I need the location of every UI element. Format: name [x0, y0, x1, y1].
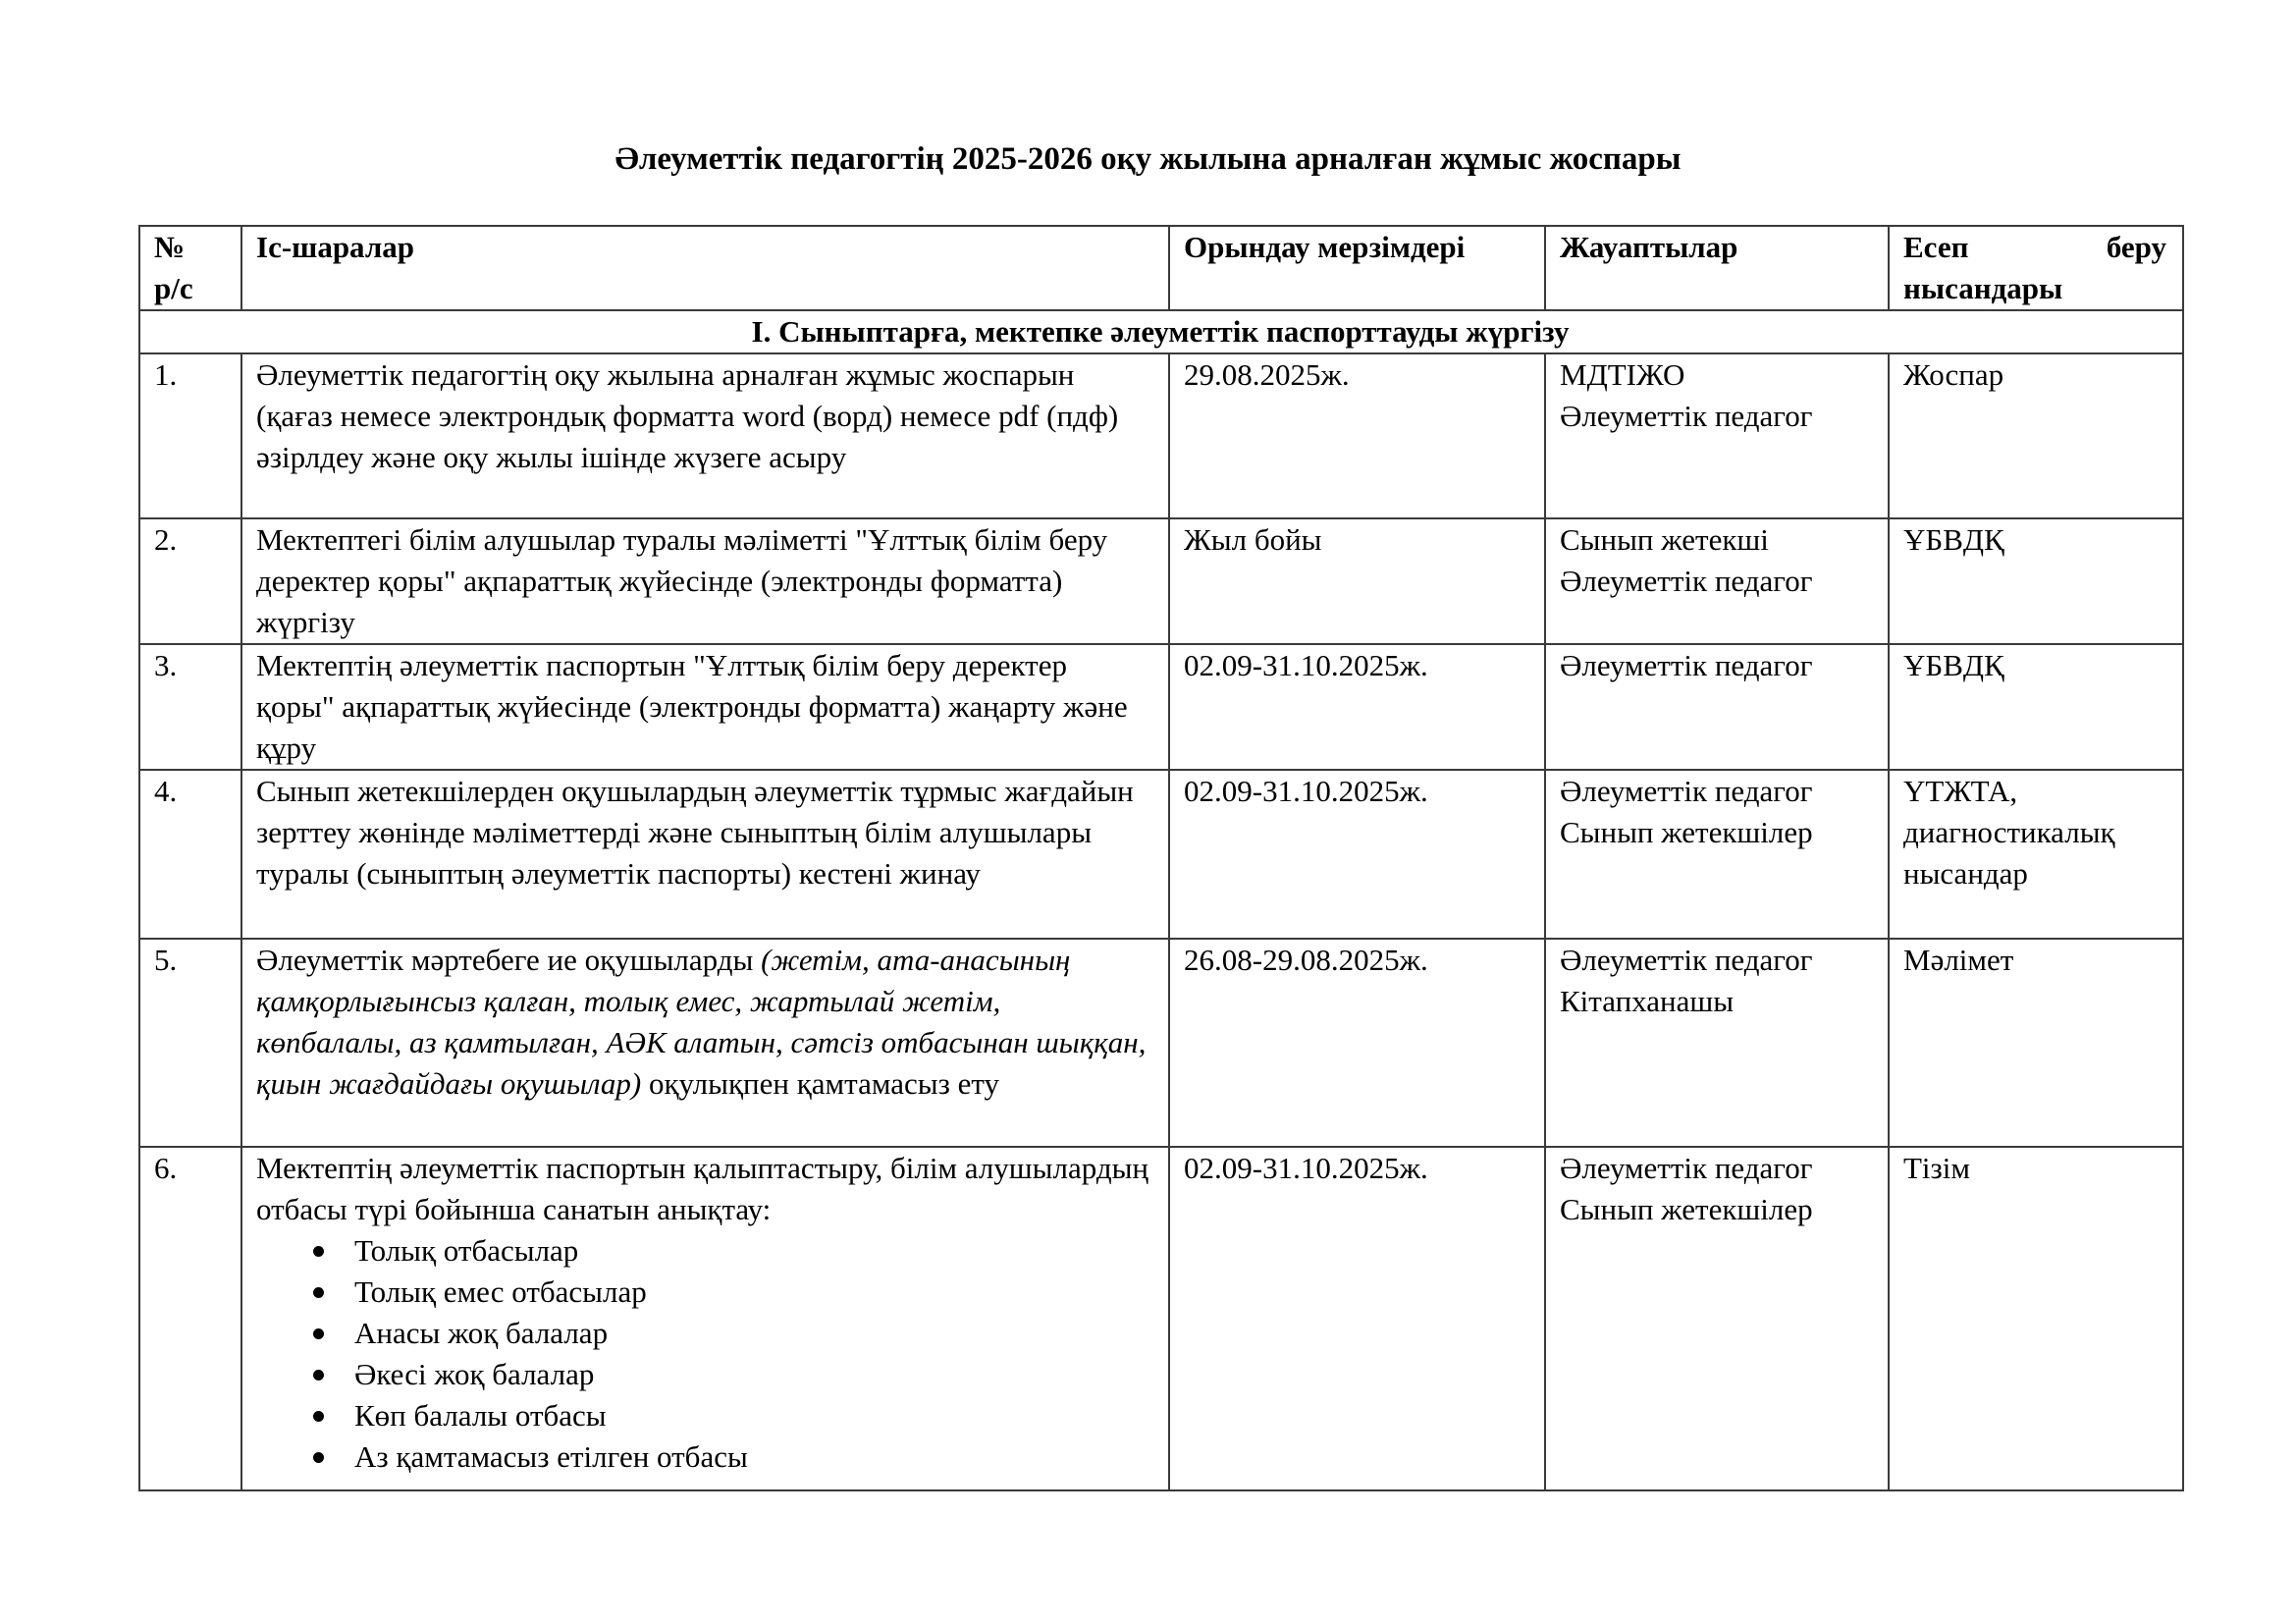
table-row [139, 353, 2183, 518]
row-responsible [1545, 644, 1889, 770]
header-number-line2: р/с [154, 271, 193, 305]
header-report-word1: Есеп [1903, 230, 1969, 264]
activity-italic-note: (жетім, ата-анасының қамқорлығынсыз қалған, толық емес, жартылай жетім, көпбалалы, аз қамтылған, АӘК алатын, сәтсіз отбасынан шыққан, қиын жағдайдағы оқушылар) [256, 943, 1147, 1101]
row-deadline: 02.09-31.10.2025ж. [1169, 1147, 1545, 1490]
responsible-item: МДТІЖО [1560, 357, 1685, 392]
row-deadline: 29.08.2025ж. [1169, 353, 1545, 518]
row-deadline: Жыл бойы [1169, 518, 1545, 644]
table-row [139, 770, 2183, 939]
family-category-item: Анасы жоқ балалар [354, 1313, 1152, 1354]
responsible-item: Әлеуметтік педагог [1560, 399, 1813, 433]
family-category-item: Толық отбасылар [354, 1230, 1152, 1272]
document-title: Әлеуметтік педагогтің 2025-2026 оқу жылына арналған жұмыс жоспары [614, 141, 1682, 177]
responsible-item: Әлеуметтік педагог [1560, 648, 1813, 682]
row-responsible [1545, 518, 1889, 644]
responsible-item: Кітапханашы [1560, 984, 1735, 1018]
row-activity [241, 1147, 1169, 1490]
header-deadlines: Орындау мерзімдері [1169, 226, 1545, 310]
header-number [139, 226, 241, 310]
work-plan-table [138, 225, 2184, 1491]
row-report-form: ҰБBДҚ [1889, 644, 2183, 770]
activity-text: Әлеуметтік мәртебеге ие оқушыларды [256, 943, 762, 977]
family-category-item: Көп балалы отбасы [354, 1395, 1152, 1436]
row-number: 4. [139, 770, 241, 939]
section-row [139, 310, 2183, 353]
row-activity: Сынып жетекшілерден оқушылардың әлеуметтік тұрмыс жағдайын зерттеу жөнінде мәліметтерді және сыныптың білім алушылары туралы (сыныптың әлеуметтік паспорты) кестені жинау [241, 770, 1169, 939]
row-report-form: ҮТЖТА, диагностикалық нысандар [1889, 770, 2183, 939]
header-number-line1: № [154, 230, 186, 264]
family-category-item: Аз қамтамасыз етілген отбасы [354, 1436, 1152, 1478]
table-row [139, 518, 2183, 644]
header-report-word2: беру [2106, 230, 2166, 264]
row-deadline: 26.08-29.08.2025ж. [1169, 939, 1545, 1147]
row-activity: Мектептің әлеуметтік паспортын "Ұлттық білім беру деректер қоры" ақпараттық жүйесінде (электронды форматта) жаңарту және құру [241, 644, 1169, 770]
row-deadline: 02.09-31.10.2025ж. [1169, 770, 1545, 939]
row-report-form: Жоспар [1889, 353, 2183, 518]
header-report-line2: нысандары [1903, 271, 2063, 305]
row-activity: Әлеуметтік педагогтің оқу жылына арналған жұмыс жоспарын (қағаз немесе электрондық форматта word (ворд) немесе pdf (пдф) әзірлдеу және оқу жылы ішінде жүзеге асыру [241, 353, 1169, 518]
table-row [139, 1147, 2183, 1490]
row-number: 5. [139, 939, 241, 1147]
table-header-row [139, 226, 2183, 310]
table-row [139, 939, 2183, 1147]
row-report-form: Мәлімет [1889, 939, 2183, 1147]
family-category-list [256, 1230, 1152, 1478]
row-responsible [1545, 1147, 1889, 1490]
section-title: І. Сыныптарға, мектепке әлеуметтік паспорттауды жүргізу [139, 310, 2183, 353]
activity-text: Мектептің әлеуметтік паспортын қалыптастыру, білім алушылардың отбасы түрі бойынша санатын анықтау: [256, 1151, 1149, 1226]
row-number: 6. [139, 1147, 241, 1490]
row-number: 3. [139, 644, 241, 770]
responsible-item: Сынып жетекшілер [1560, 815, 1813, 849]
row-activity [241, 939, 1169, 1147]
responsible-item: Әлеуметтік педагог [1560, 943, 1813, 977]
responsible-item: Әлеуметтік педагог [1560, 774, 1813, 808]
row-responsible [1545, 353, 1889, 518]
row-number: 2. [139, 518, 241, 644]
row-deadline: 02.09-31.10.2025ж. [1169, 644, 1545, 770]
responsible-item: Әлеуметтік педагог [1560, 564, 1813, 598]
row-responsible [1545, 770, 1889, 939]
row-activity: Мектептегі білім алушылар туралы мәліметті "Ұлттық білім беру деректер қоры" ақпараттық жүйесінде (электронды форматта) жүргізу [241, 518, 1169, 644]
row-report-form: ҰБBДҚ [1889, 518, 2183, 644]
responsible-item: Әлеуметтік педагог [1560, 1151, 1813, 1185]
family-category-item: Әкесі жоқ балалар [354, 1354, 1152, 1395]
row-number: 1. [139, 353, 241, 518]
header-activities: Іс-шаралар [241, 226, 1169, 310]
header-report-forms [1889, 226, 2183, 310]
row-responsible [1545, 939, 1889, 1147]
responsible-item: Сынып жетекші [1560, 522, 1769, 557]
activity-text-end: оқулықпен қамтамасыз ету [641, 1066, 999, 1101]
responsible-item: Сынып жетекшілер [1560, 1192, 1813, 1226]
family-category-item: Толық емес отбасылар [354, 1272, 1152, 1313]
row-report-form: Тізім [1889, 1147, 2183, 1490]
header-responsible: Жауаптылар [1545, 226, 1889, 310]
table-row [139, 644, 2183, 770]
